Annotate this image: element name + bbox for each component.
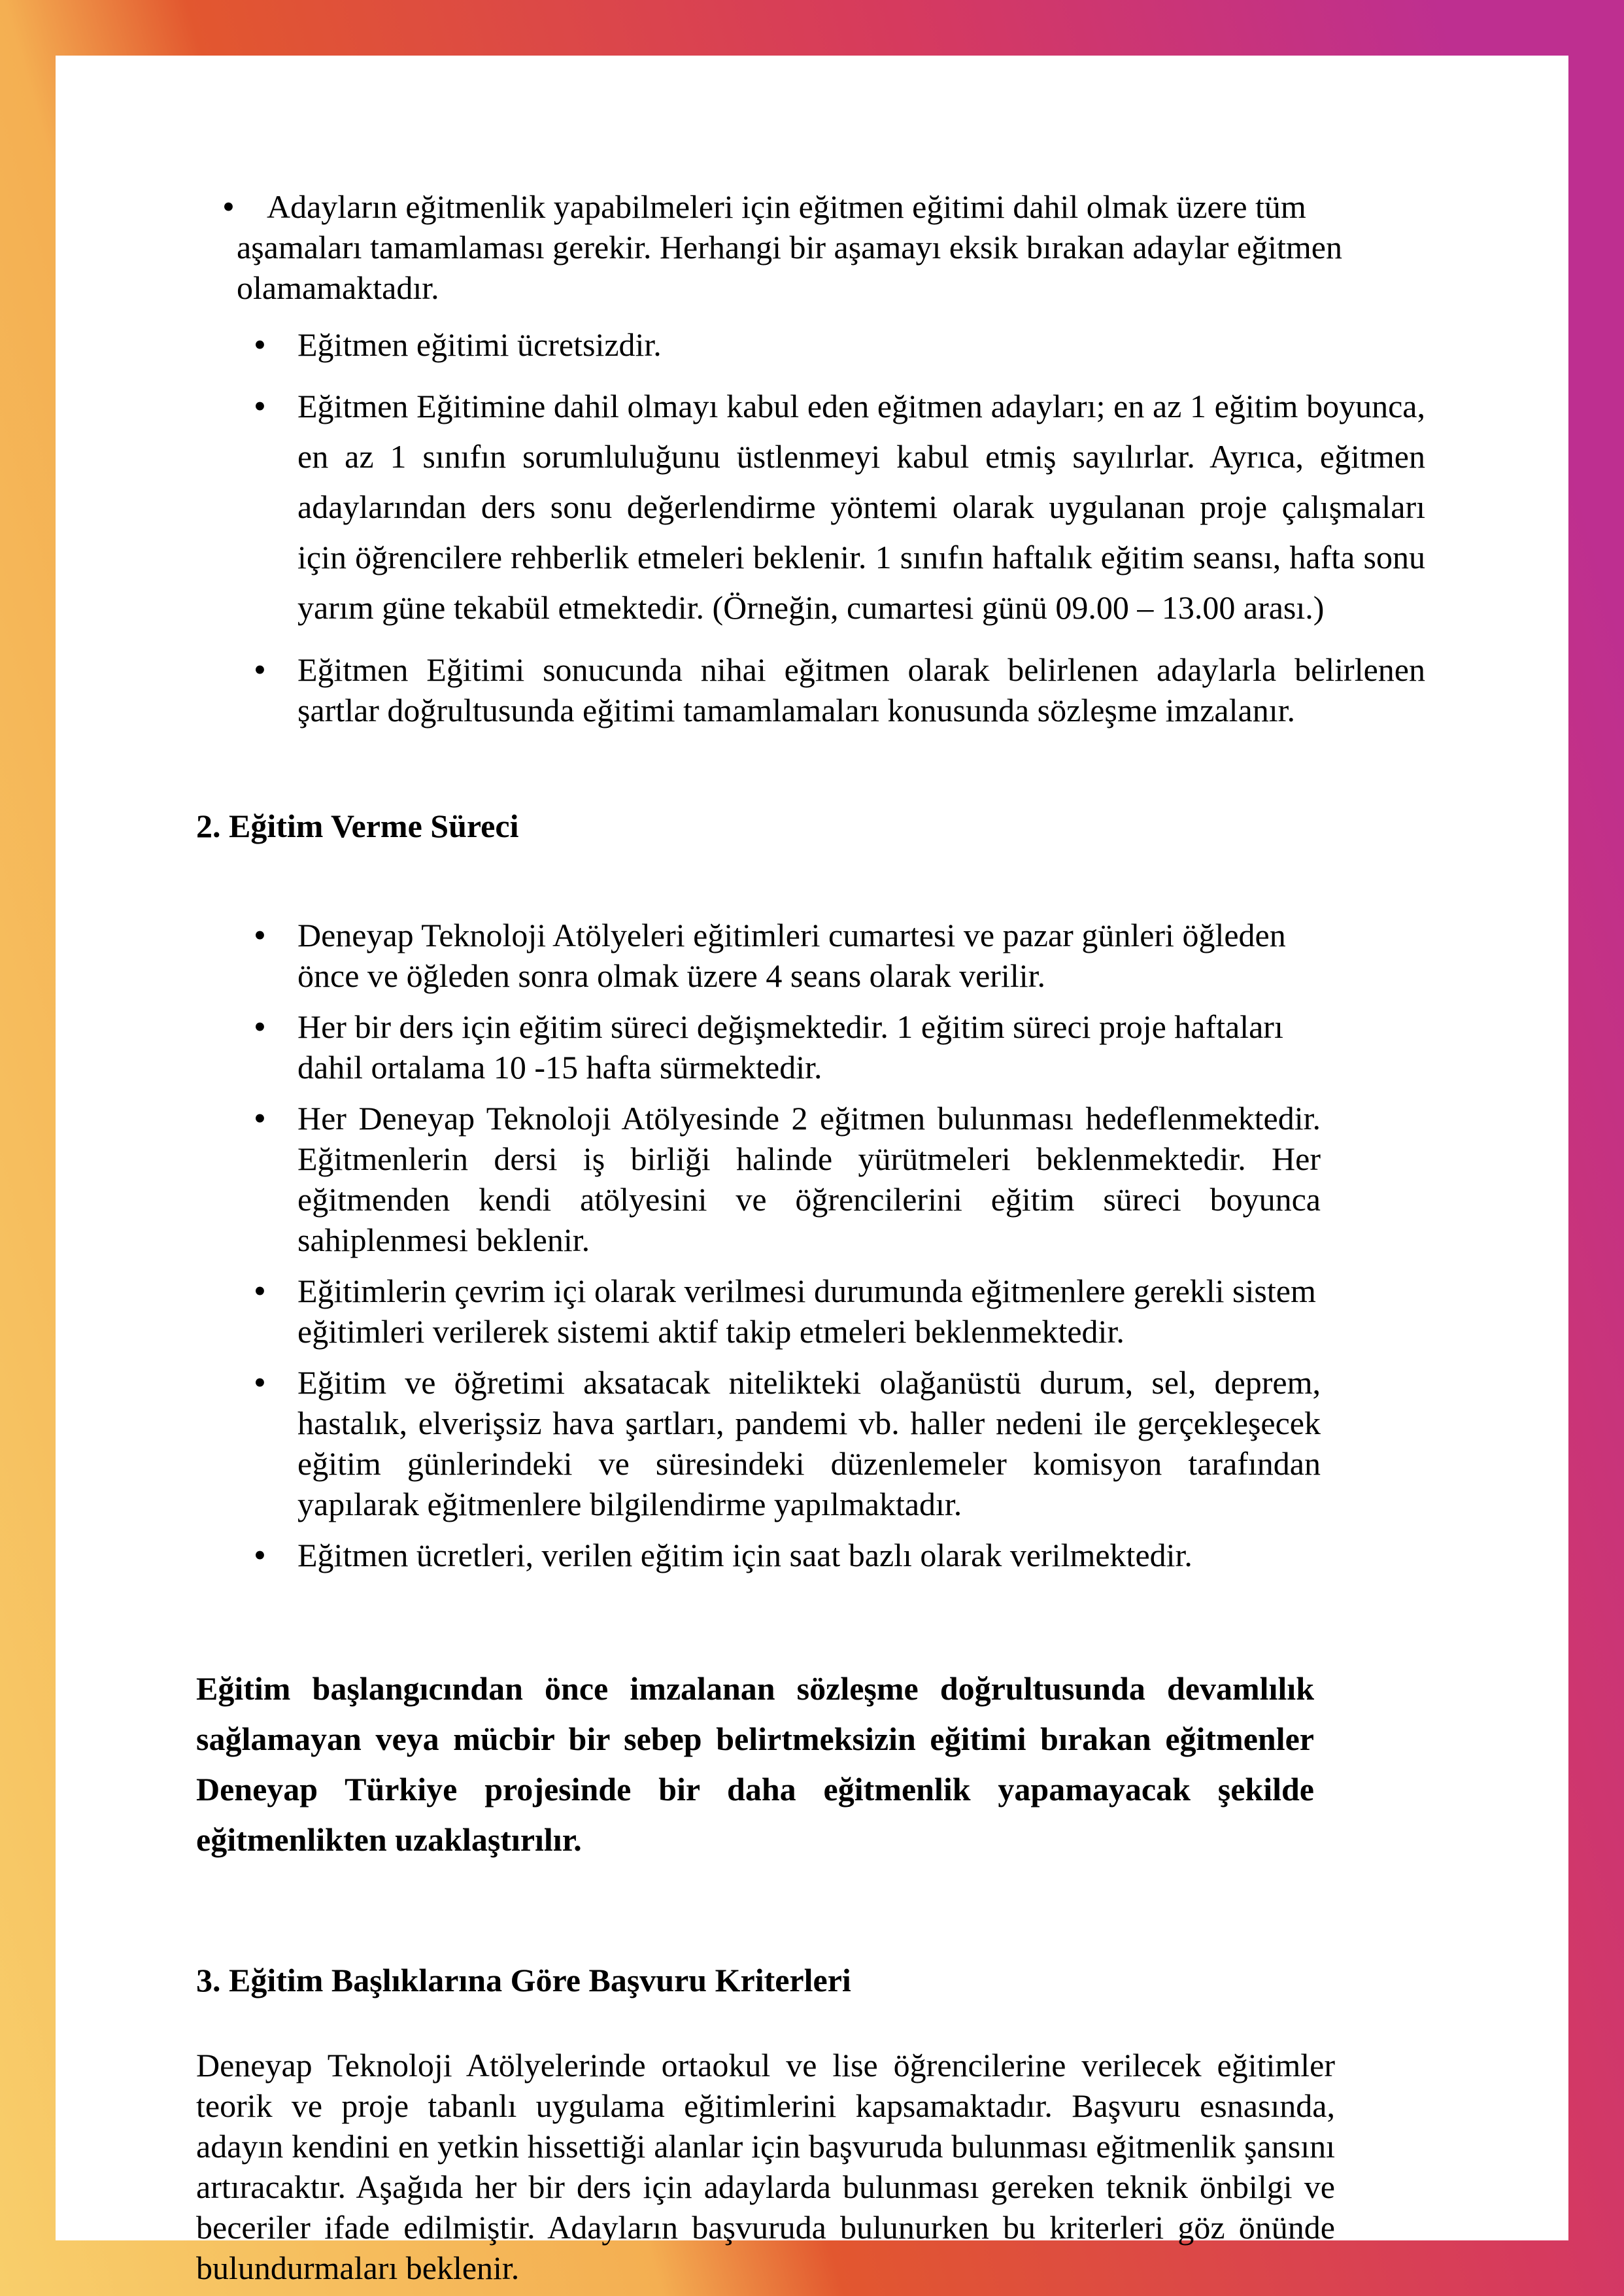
intro-bullet-list [196, 186, 1425, 308]
bullet-text: • Eğitmen Eğitimine dahil olmayı kabul eden eğitmen adayları; en az 1 eğitim boyunca, en az 1 sınıfın sorumluluğunu üstlenmeyi kabul etmiş sayılırlar. Ayrıca, eğitmen adaylarından ders sonu değerlendirme yöntemi olarak uygulanan proje çalışmaları için öğrencilere rehberlik etmeleri beklenir. 1 sınıfın haftalık eğitim seansı, hafta sonu yarım güne tekabül etmektedir. (Örneğin, cumartesi günü 09.00 – 13.00 arası.) [297, 388, 1425, 626]
trainer-training-bullet-list [196, 324, 1425, 730]
list-item [196, 1006, 1321, 1088]
bullet-text: • Eğitmen ücretleri, verilen eğitim için saat bazlı olarak verilmektedir. [297, 1537, 1193, 1573]
bullet-text: • Her bir ders için eğitim süreci değişmektedir. 1 eğitim süreci proje haftaları dahil ortalama 10 -15 hafta sürmektedir. [297, 1008, 1283, 1086]
bullet-text: • Eğitim ve öğretimi aksatacak nitelikteki olağanüstü durum, sel, deprem, hastalık, elverişsiz hava şartları, pandemi vb. haller nedeni ile gerçekleşecek eğitim günlerindeki ve süresindeki düzenlemeler komisyon tarafından yapılarak eğitmenlere bilgilendirme yapılmaktadır. [297, 1364, 1321, 1522]
section-heading-3: 3. Eğitim Başlıklarına Göre Başvuru Kriterleri [196, 1962, 851, 1998]
application-criteria-paragraph: Deneyap Teknoloji Atölyelerinde ortaokul ve lise öğrencilerine verilecek eğitimler teorik ve proje tabanlı uygulama eğitimlerini kapsamaktadır. Başvuru esnasında, adayın kendini en yetkin hissettiği alanlar için başvuruda bulunması eğitmenlik şansını artıracaktır. Aşağıda her bir ders için adaylarda bulunması gereken teknik önbilgi ve beceriler ifade edilmiştir. Adayların başvuruda bulunurken bu kriterleri göz önünde bulundurmaları beklenir. [196, 2047, 1335, 2286]
bullet-text: • Eğitimlerin çevrim içi olarak verilmesi durumunda eğitmenlere gerekli sistem eğitimleri verilerek sistemi aktif takip etmeleri beklenmektedir. [297, 1273, 1316, 1350]
list-item [196, 1271, 1321, 1352]
list-item [196, 915, 1321, 996]
document-page [56, 56, 1568, 2286]
list-item [196, 649, 1425, 730]
bullet-text: • Adayların eğitmenlik yapabilmeleri için eğitmen eğitimi dahil olmak üzere tüm aşamaları tamamlaması gerekir. Herhangi bir aşamayı eksik bırakan adaylar eğitmen olamamaktadır. [237, 188, 1342, 306]
list-item [196, 186, 1425, 308]
bullet-text: • Deneyap Teknoloji Atölyeleri eğitimleri cumartesi ve pazar günleri öğleden önce ve öğleden sonra olmak üzere 4 seans olarak verilir. [297, 917, 1286, 994]
bullet-text: • Her Deneyap Teknoloji Atölyesinde 2 eğitmen bulunması hedeflenmektedir. Eğitmenlerin dersi iş birliği halinde yürütmeleri beklenmektedir. Her eğitmenden kendi atölyesini ve öğrencilerini eğitim süreci boyunca sahiplenmesi beklenir. [297, 1100, 1321, 1258]
list-item [196, 1535, 1321, 1575]
training-process-bullet-list [196, 915, 1425, 1575]
bullet-text: • Eğitmen Eğitimi sonucunda nihai eğitmen olarak belirlenen adaylarla belirlenen şartlar doğrultusunda eğitimi tamamlamaları konusunda sözleşme imzalanır. [297, 651, 1425, 728]
bullet-text: • Eğitmen eğitimi ücretsizdir. [297, 326, 662, 363]
section-heading-2: 2. Eğitim Verme Süreci [196, 808, 519, 844]
list-item [196, 381, 1425, 633]
list-item [196, 1098, 1321, 1260]
list-item [196, 1362, 1321, 1524]
list-item [196, 324, 1425, 365]
warning-paragraph: Eğitim başlangıcından önce imzalanan sözleşme doğrultusunda devamlılık sağlamayan veya mücbir bir sebep belirtmeksizin eğitimi bırakan eğitmenler Deneyap Türkiye projesinde bir daha eğitmenlik yapamayacak şekilde eğitmenlikten uzaklaştırılır. [196, 1670, 1314, 1858]
document-content [56, 56, 1568, 2286]
